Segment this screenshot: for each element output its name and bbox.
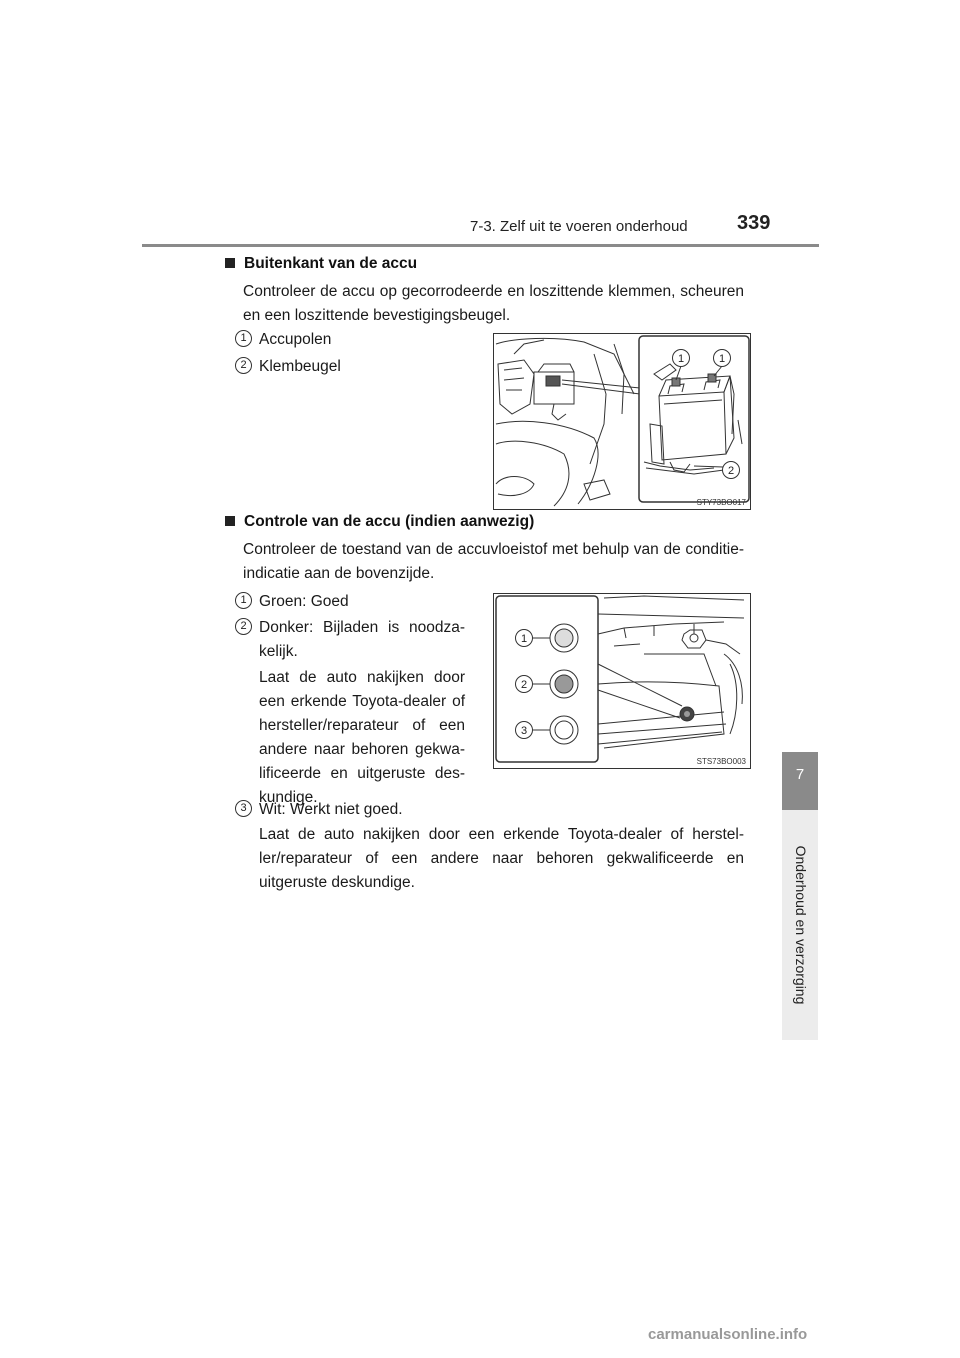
figure-code: STS73BO003 [696,757,746,766]
figure-callout-label: 1 [520,633,528,645]
chapter-tab-number: 7 [795,766,805,783]
figure-callout-label: 1 [718,353,726,365]
header-section-title: 7-3. Zelf uit te voeren onderhoud [470,218,688,235]
item-note: Laat de auto nakijken door een erkende Toyota-dealer of herstel-ler/reparateur of een andere naar behoren gekwalificeerde en uitgeruste deskundige. [259,826,744,891]
item-label: Donker: Bijladen is noodza-kelijk. [259,619,465,660]
callout-number-icon: 1 [235,330,252,347]
callout-number-icon: 3 [235,800,252,817]
figure-callout-label: 2 [727,465,735,477]
section-title-battery-check [225,513,534,531]
battery-exterior-figure [493,333,751,510]
item-label: Wit: Werkt niet goed. [259,801,403,818]
callout-number-icon: 2 [235,618,252,635]
figure-callout-label: 1 [677,353,685,365]
section-title-text: Buitenkant van de accu [244,255,418,272]
page-number: 339 [737,212,771,234]
item-label: Klembeugel [259,358,341,375]
figure-callout-label: 3 [520,725,528,737]
battery-indicator-illustration [494,594,750,768]
callout-number-icon: 2 [235,357,252,374]
battery-engine-illustration [494,334,750,509]
battery-indicator-figure [493,593,751,769]
site-watermark: carmanualsonline.info [648,1326,808,1343]
item-note: Laat de auto nakijken door een erkende Toyota-dealer of hersteller/reparateur of een andere naar behoren gekwa-lificeerde en uitgeruste des-kundige. [259,669,465,806]
figure-code: STY73BO017 [696,498,746,507]
section-title-text: Controle van de accu (indien aanwezig) [244,513,535,530]
header-divider [142,244,819,247]
section-intro: Controleer de toestand van de accuvloeistof met behulp van de conditie-indicatie aan de bovenzijde. [243,541,744,582]
chapter-tab-title: Onderhoud en verzorging [793,845,809,1005]
section-intro: Controleer de accu op gecorrodeerde en loszittende klemmen, scheuren en een loszittende bevestigingsbeugel. [243,283,744,324]
section-title-battery-exterior [225,255,417,273]
figure-callout-label: 2 [520,679,528,691]
square-bullet-icon [225,258,235,268]
item-label: Accupolen [259,331,332,348]
callout-number-icon: 1 [235,592,252,609]
square-bullet-icon [225,516,235,526]
item-label: Groen: Goed [259,593,349,610]
